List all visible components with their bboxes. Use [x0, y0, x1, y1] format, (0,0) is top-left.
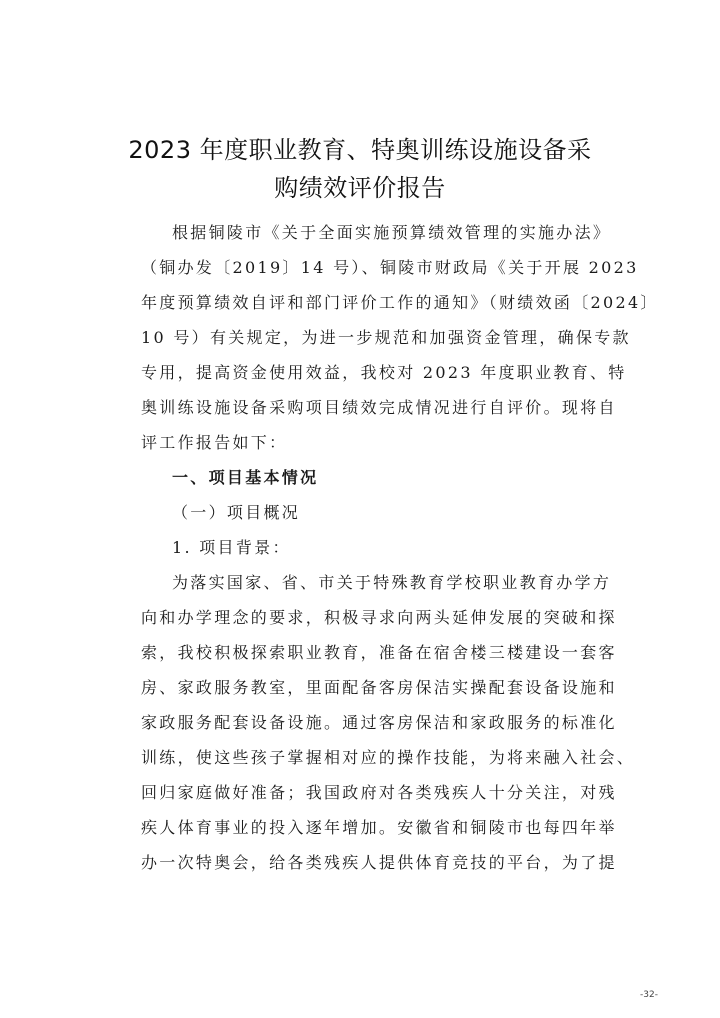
page-number: -32-: [640, 990, 658, 1000]
text-line: 根据铜陵市《关于全面实施预算绩效管理的实施办法》: [172, 223, 612, 242]
document-body: [141, 215, 659, 880]
text-line: 专用，提高资金使用效益，我校对 2023 年度职业教育、特: [141, 363, 627, 382]
text-line: （一）项目概况: [172, 503, 301, 522]
text-line: 家政服务配套设备设施。通过客房保洁和家政服务的标准化: [141, 713, 617, 732]
text-line: 疾人体育事业的投入逐年增加。安徽省和铜陵市也每四年举: [141, 818, 617, 837]
title-line-1: 2023 年度职业教育、特奥训练设施设备采: [128, 136, 592, 164]
text-line: 奥训练设施设备采购项目绩效完成情况进行自评价。现将自: [141, 398, 617, 417]
text-line: 索，我校积极探索职业教育，准备在宿舍楼三楼建设一套客: [141, 643, 617, 662]
text-line: 训练，使这些孩子掌握相对应的操作技能，为将来融入社会、: [141, 748, 636, 767]
title-line-2: 购绩效评价报告: [274, 174, 446, 202]
text-line: 10 号）有关规定，为进一步规范和加强资金管理，确保专款: [141, 328, 631, 347]
text-line: 回归家庭做好准备；我国政府对各类残疾人十分关注，对残: [141, 783, 617, 802]
text-line: 向和办学理念的要求，积极寻求向两头延伸发展的突破和探: [141, 608, 617, 627]
text-line: 评工作报告如下：: [141, 433, 288, 452]
text-line: 房、家政服务教室，里面配备客房保洁实操配套设备设施和: [141, 678, 617, 697]
text-line: 年度预算绩效自评和部门评价工作的通知》（财绩效函〔2024〕: [141, 293, 659, 312]
text-line: 为落实国家、省、市关于特殊教育学校职业教育办学方: [172, 573, 612, 592]
text-line: 办一次特奥会，给各类残疾人提供体育竞技的平台，为了提: [141, 853, 617, 872]
text-line: 1. 项目背景：: [172, 538, 291, 557]
section-heading: 一、项目基本情况: [172, 468, 319, 487]
text-line: （铜办发〔2019〕14 号）、铜陵市财政局《关于开展 2023: [141, 258, 639, 277]
